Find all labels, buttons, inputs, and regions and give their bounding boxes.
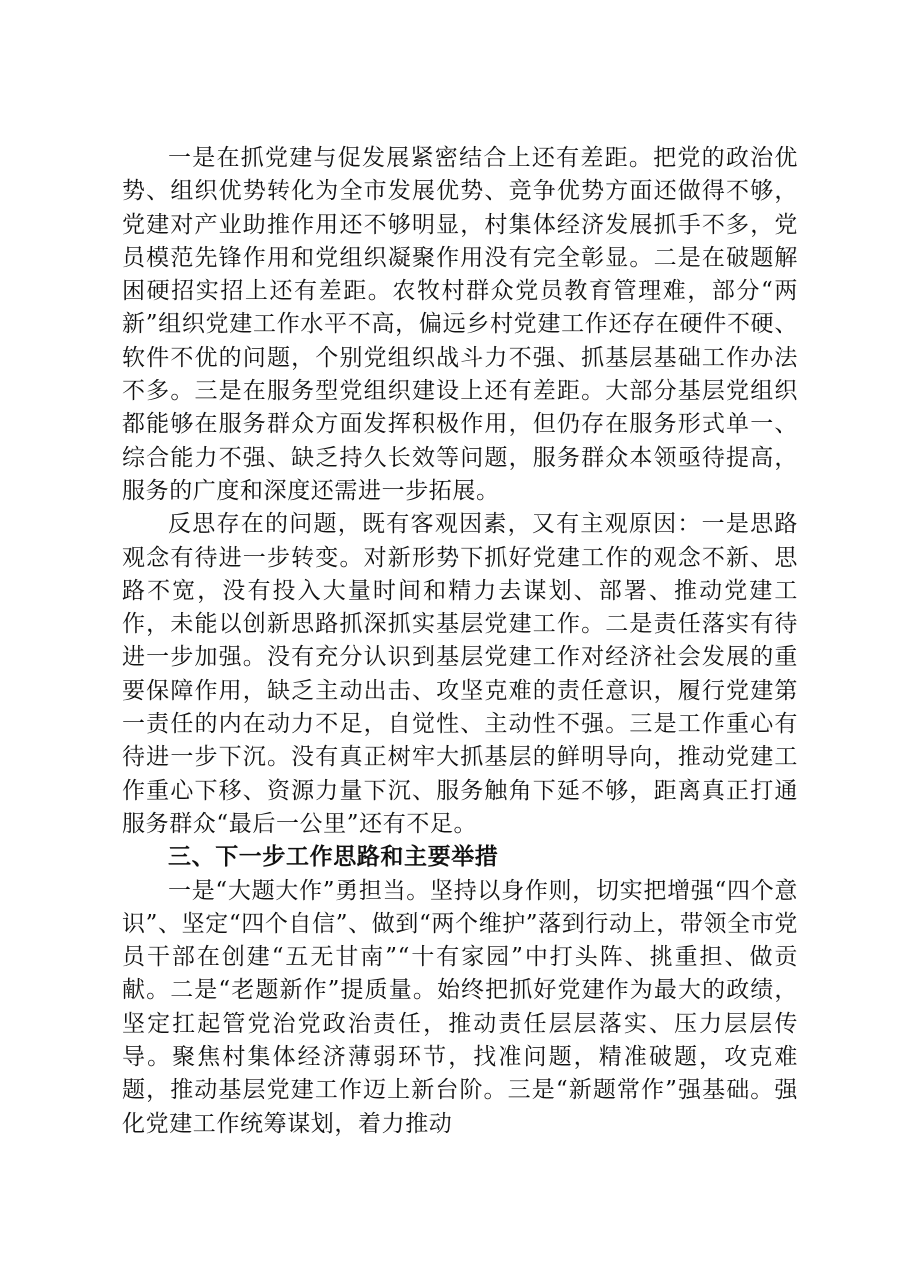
paragraph-reflection: 反思存在的问题，既有客观因素，又有主观原因：一是思路观念有待进一步转变。对新形势下抓好党建工作的观念不新、思路不宽，没有投入大量时间和精力去谋划、部署、推动党建工作，未能以创新思路抓深抓实基层党建工作。二是责任落实有待进一步加强。没有充分认识到基层党建工作对经济社会发展的重要保障作用，缺乏主动出击、攻坚克难的责任意识，履行党建第一责任的内在动力不足，自觉性、主动性不强。三是工作重心有待进一步下沉。没有真正树牢大抓基层的鲜明导向，推动党建工作重心下移、资源力量下沉、服务触角下延不够，距离真正打通服务群众“最后一公里”还有不足。 <box>122 511 798 837</box>
paragraph-next-steps: 一是“大题大作”勇担当。坚持以身作则，切实把增强“四个意识”、坚定“四个自信”、做到“两个维护”落到行动上，带领全市党员干部在创建“五无甘南”“十有家园”中打头阵、挑重担、做贡献。二是“老题新作”提质量。始终把抓好党建作为最大的政绩，坚定扛起管党治党政治责任，推动责任层层落实、压力层层传导。聚焦村集体经济薄弱环节，找准问题，精准破题，攻克难题，推动基层党建工作迈上新台阶。三是“新题常作”强基础。强化党建工作统筹谋划，着力推动 <box>122 877 798 1137</box>
paragraph-shortcomings: 一是在抓党建与促发展紧密结合上还有差距。把党的政治优势、组织优势转化为全市发展优势、竞争优势方面还做得不够，党建对产业助推作用还不够明显，村集体经济发展抓手不多，党员模范先锋作用和党组织凝聚作用没有完全彰显。二是在破题解困硬招实招上还有差距。农牧村群众党员教育管理难，部分“两新”组织党建工作水平不高，偏远乡村党建工作还存在硬件不硬、软件不优的问题，个别党组织战斗力不强、抓基层基础工作办法不多。三是在服务型党组织建设上还有差距。大部分基层党组织都能够在服务群众方面发挥积极作用，但仍存在服务形式单一、综合能力不强、缺乏持久长效等问题，服务群众本领亟待提高，服务的广度和深度还需进一步拓展。 <box>122 145 798 504</box>
section-heading: 三、下一步工作思路和主要举措 <box>168 844 499 871</box>
document-body <box>122 142 798 1141</box>
